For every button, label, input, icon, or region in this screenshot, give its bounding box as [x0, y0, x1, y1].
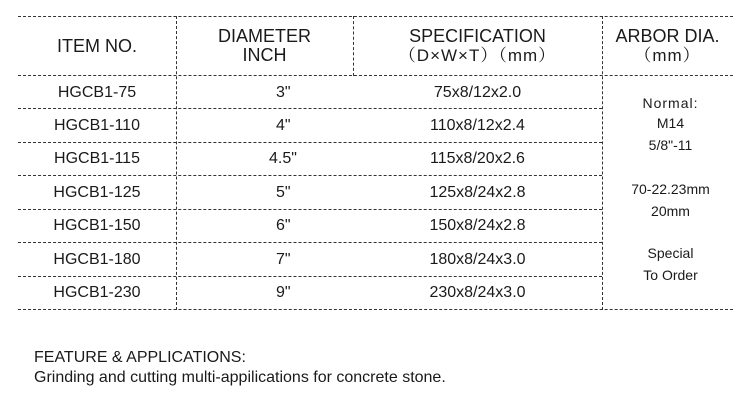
arbor-normal-m14: M14: [656, 115, 685, 131]
table-cell-spec: 150x8/24x2.8: [429, 216, 526, 234]
arbor-normal-inch: 5/8"-11: [648, 137, 693, 153]
table-cell-spec: 125x8/24x2.8: [429, 183, 526, 201]
header-item-no: [18, 16, 176, 76]
table-cell-item: HGCB1-115: [54, 149, 140, 167]
table-cell-item: HGCB1-180: [53, 250, 141, 268]
table-cell-spec: 110x8/12x2.4: [430, 116, 525, 134]
header-arbor-dia: [602, 16, 733, 76]
feature-heading: FEATURE & APPLICATIONS:: [34, 349, 246, 366]
table-cell-item: HGCB1-125: [53, 183, 141, 201]
table-cell-diameter: 9": [276, 283, 291, 301]
arbor-normal-label: Normal:: [642, 95, 699, 111]
table-cell-item: HGCB1-110: [54, 116, 140, 134]
table-cell-spec: 75x8/12x2.0: [433, 83, 522, 101]
table-cell-item: HGCB1-150: [53, 216, 141, 234]
header-specification: [353, 16, 602, 76]
table-cell-diameter: 4": [276, 116, 291, 134]
table-cell-item: HGCB1-75: [57, 83, 137, 101]
header-arbor-line1: ARBOR DIA.: [615, 26, 720, 46]
table-bottom-rule: [18, 309, 733, 310]
table-cell-spec: 180x8/24x3.0: [429, 250, 526, 268]
feature-section: [34, 348, 446, 388]
table-cell-diameter: 5": [276, 183, 291, 201]
table-cell-diameter: 7": [276, 250, 291, 268]
feature-text: Grinding and cutting multi-appilications for concrete stone.: [34, 369, 446, 386]
arbor-special-1: Special: [647, 245, 694, 261]
header-spec-line2: （D×W×T）（mm）: [398, 46, 557, 65]
arbor-alt-1: 70-22.23mm: [631, 181, 710, 197]
table-cell-spec: 115x8/20x2.6: [430, 149, 525, 167]
header-spec-line1: SPECIFICATION: [409, 26, 546, 46]
table-cell-diameter: 3": [276, 83, 291, 101]
table-cell-diameter: 4.5": [269, 149, 297, 167]
table-cell-spec: 230x8/24x3.0: [429, 283, 526, 301]
header-item-label: ITEM NO.: [57, 35, 137, 56]
header-arbor-line2: （mm）: [634, 46, 701, 65]
product-spec-table: [18, 16, 733, 311]
header-diameter: [176, 16, 353, 76]
table-cell-item: HGCB1-230: [53, 283, 141, 301]
arbor-alt-2: 20mm: [651, 203, 690, 219]
table-cell-diameter: 6": [276, 216, 291, 234]
arbor-special-2: To Order: [643, 267, 698, 283]
header-diameter-line1: DIAMETER: [217, 26, 311, 46]
header-diameter-line2: INCH: [242, 45, 287, 65]
